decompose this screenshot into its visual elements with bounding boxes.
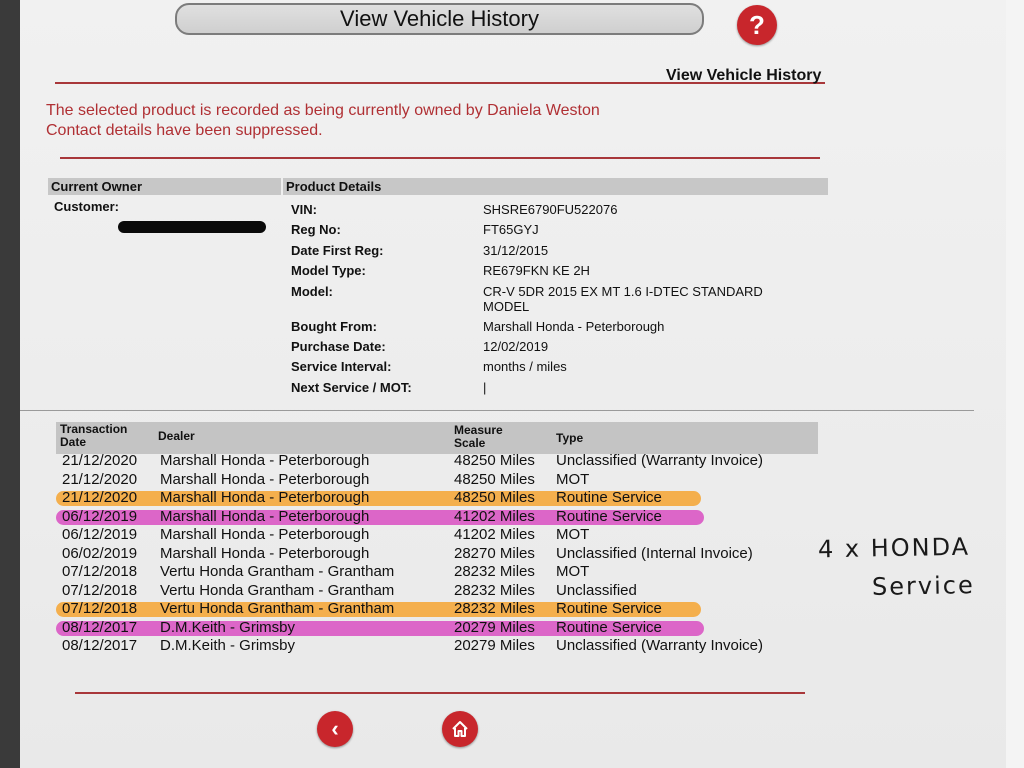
history-dealer-cell: Marshall Honda - Peterborough	[160, 489, 370, 506]
product-field-label: Date First Reg:	[291, 243, 384, 258]
col-transaction-date-line2: Date	[60, 435, 87, 449]
history-date-cell: 21/12/2020	[62, 471, 138, 488]
ownership-notice-line: The selected product is recorded as being currently owned by Daniela Weston	[46, 102, 600, 119]
history-measure-cell: 28232 Miles	[454, 563, 535, 580]
history-dealer-cell: Marshall Honda - Peterborough	[160, 471, 370, 488]
col-dealer: Dealer	[158, 429, 195, 443]
history-dealer-cell: Marshall Honda - Peterborough	[160, 545, 370, 562]
col-type: Type	[556, 431, 584, 445]
product-field-value	[483, 284, 763, 314]
product-field-label: VIN:	[291, 202, 317, 217]
history-type-cell: Unclassified	[556, 582, 637, 599]
ownership-notice	[46, 101, 600, 141]
col-measure-scale-line1: Measure	[454, 423, 503, 437]
back-button[interactable]	[317, 711, 353, 747]
history-measure-cell: 20279 Miles	[454, 637, 535, 654]
history-measure-cell: 41202 Miles	[454, 508, 535, 525]
redacted-customer-name	[118, 221, 266, 233]
product-field-label: Service Interval:	[291, 359, 392, 374]
history-date-cell: 07/12/2018	[62, 600, 138, 617]
product-field-value-line: CR-V 5DR 2015 EX MT 1.6 I-DTEC STANDARD	[483, 284, 763, 299]
history-type-cell: Routine Service	[556, 619, 662, 636]
current-owner-heading: Current Owner	[48, 178, 281, 195]
history-row[interactable]	[0, 582, 1024, 600]
col-measure-scale	[454, 424, 503, 450]
product-details-heading: Product Details	[283, 178, 828, 195]
history-date-cell: 21/12/2020	[62, 452, 138, 469]
history-measure-cell: 41202 Miles	[454, 526, 535, 543]
history-row[interactable]	[0, 637, 1024, 655]
product-field-value-line: SHSRE6790FU522076	[483, 202, 618, 217]
product-field-label: Purchase Date:	[291, 339, 386, 354]
history-measure-cell: 20279 Miles	[454, 619, 535, 636]
footer-divider	[75, 692, 805, 694]
product-field-value-line: |	[483, 380, 487, 395]
product-field-label: Reg No:	[291, 222, 341, 237]
product-field-value	[483, 380, 486, 395]
history-row[interactable]	[0, 471, 1024, 489]
history-date-cell: 06/02/2019	[62, 545, 138, 562]
history-type-cell: MOT	[556, 526, 590, 543]
section-title: View Vehicle History	[666, 67, 822, 84]
history-date-cell: 08/12/2017	[62, 637, 138, 654]
history-measure-cell: 28270 Miles	[454, 545, 535, 562]
history-date-cell: 06/12/2019	[62, 508, 138, 525]
history-row[interactable]	[0, 452, 1024, 470]
history-dealer-cell: Marshall Honda - Peterborough	[160, 452, 370, 469]
product-field-value-line: months / miles	[483, 359, 567, 374]
product-field-label: Next Service / MOT:	[291, 380, 412, 395]
notice-divider	[60, 157, 820, 159]
history-type-cell: MOT	[556, 563, 590, 580]
history-measure-cell: 48250 Miles	[454, 471, 535, 488]
history-row[interactable]	[0, 489, 1024, 507]
history-dealer-cell: Vertu Honda Grantham - Grantham	[160, 563, 395, 580]
product-field-value-line: MODEL	[483, 299, 530, 314]
suppressed-notice-line: Contact details have been suppressed.	[46, 122, 323, 139]
history-measure-cell: 48250 Miles	[454, 452, 535, 469]
history-dealer-cell: Vertu Honda Grantham - Grantham	[160, 582, 395, 599]
col-transaction-date-line1: Transaction	[60, 422, 128, 436]
history-date-cell: 08/12/2017	[62, 619, 138, 636]
history-type-cell: Unclassified (Warranty Invoice)	[556, 452, 764, 469]
history-date-cell: 07/12/2018	[62, 582, 138, 599]
history-type-cell: Routine Service	[556, 508, 662, 525]
history-dealer-cell: Vertu Honda Grantham - Grantham	[160, 600, 395, 617]
history-type-cell: Routine Service	[556, 489, 662, 506]
product-field-value-line: Marshall Honda - Peterborough	[483, 319, 665, 334]
product-field-value-line: RE679FKN KE 2H	[483, 263, 590, 278]
history-date-cell: 21/12/2020	[62, 489, 138, 506]
history-date-cell: 06/12/2019	[62, 526, 138, 543]
product-field-value	[483, 243, 548, 258]
chevron-left-icon: ‹	[331, 716, 339, 741]
history-measure-cell: 48250 Miles	[454, 489, 535, 506]
product-field-value	[483, 222, 539, 237]
product-field-value-line: 31/12/2015	[483, 243, 549, 258]
history-type-cell: Unclassified (Internal Invoice)	[556, 545, 753, 562]
product-field-value-line: 12/02/2019	[483, 339, 549, 354]
handwritten-note-line1: 4 x HONDA	[817, 532, 971, 564]
history-dealer-cell: Marshall Honda - Peterborough	[160, 508, 370, 525]
home-icon	[450, 719, 470, 739]
product-field-label: Model Type:	[291, 263, 366, 278]
product-field-value	[483, 359, 567, 374]
history-dealer-cell: D.M.Keith - Grimsby	[160, 637, 296, 654]
col-measure-scale-line2: Scale	[454, 436, 486, 450]
history-dealer-cell: Marshall Honda - Peterborough	[160, 526, 370, 543]
product-field-value	[483, 263, 590, 278]
product-field-value	[483, 319, 664, 334]
history-type-cell: Routine Service	[556, 600, 662, 617]
product-field-value-line: FT65GYJ	[483, 222, 539, 237]
product-field-value	[483, 202, 617, 217]
history-dealer-cell: D.M.Keith - Grimsby	[160, 619, 296, 636]
history-row[interactable]	[0, 600, 1024, 618]
history-measure-cell: 28232 Miles	[454, 582, 535, 599]
history-type-cell: Unclassified (Warranty Invoice)	[556, 637, 764, 654]
customer-label: Customer:	[54, 199, 120, 214]
product-field-label: Model:	[291, 284, 333, 299]
history-row[interactable]	[0, 619, 1024, 637]
home-button[interactable]	[442, 711, 478, 747]
product-field-label: Bought From:	[291, 319, 377, 334]
history-type-cell: MOT	[556, 471, 590, 488]
handwritten-note-line2: Service	[871, 571, 975, 601]
history-row[interactable]	[0, 563, 1024, 581]
history-row[interactable]	[0, 508, 1024, 526]
product-field-value	[483, 339, 548, 354]
history-date-cell: 07/12/2018	[62, 563, 138, 580]
page-title: View Vehicle History	[175, 3, 704, 35]
col-transaction-date	[60, 423, 127, 449]
history-measure-cell: 28232 Miles	[454, 600, 535, 617]
help-button[interactable]: ?	[737, 5, 777, 45]
section-divider	[20, 410, 974, 411]
